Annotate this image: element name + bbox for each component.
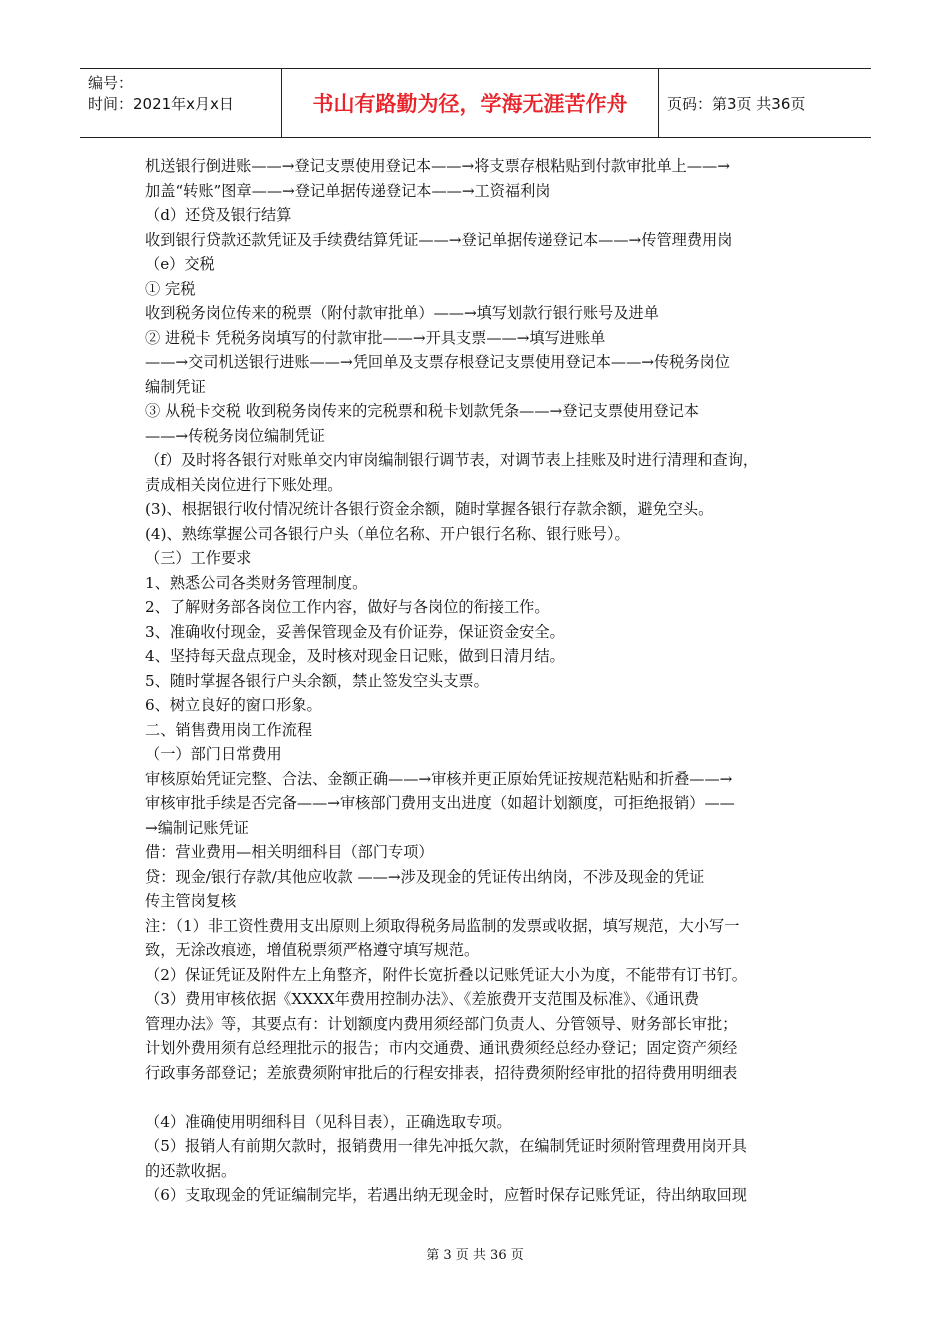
text-line: 1、熟悉公司各类财务管理制度。 bbox=[145, 573, 368, 592]
text-line: 管理办法》等，其要点有：计划额度内费用须经部门负责人、分管领导、财务部长审批； bbox=[145, 1014, 738, 1033]
text-line: 3、准确收付现金，妥善保管现金及有价证券，保证资金安全。 bbox=[145, 622, 565, 641]
text-line: →编制记账凭证 bbox=[145, 818, 249, 837]
text-line: ① 完税 bbox=[145, 279, 196, 298]
text-line: （3）费用审核依据《XXXX年费用控制办法》、《差旅费开支范围及标准》、《通讯费 bbox=[145, 990, 700, 1008]
text-line: 传主管岗复核 bbox=[145, 892, 237, 910]
text-line: ——→传税务岗位编制凭证 bbox=[145, 426, 325, 445]
text-line: ② 进税卡 凭税务岗填写的付款审批——→开具支票——→填写进账单 bbox=[145, 328, 606, 347]
text-line: 收到税务岗位传来的税票（附付款审批单）——→填写划款行银行账号及进单 bbox=[145, 304, 659, 322]
text-line: 审核审批手续是否完备——→审核部门费用支出进度（如超计划额度，可拒绝报销）—— bbox=[145, 794, 735, 812]
text-line: 收到银行贷款还款凭证及手续费结算凭证——→登记单据传递登记本——→传管理费用岗 bbox=[145, 230, 733, 249]
text-line: 加盖“转账”图章——→登记单据传递登记本——→工资福利岗 bbox=[145, 181, 551, 200]
code-label: 编号： bbox=[88, 74, 134, 92]
text-line: 6、树立良好的窗口形象。 bbox=[145, 696, 322, 714]
text-line: 借：营业费用—相关明细科目（部门专项） bbox=[145, 843, 434, 861]
text-line: 2、了解财务部各岗位工作内容，做好与各岗位的衔接工作。 bbox=[145, 598, 550, 616]
page-footer: 第 3 页 共 36 页 bbox=[426, 1248, 524, 1263]
text-line: （一）部门日常费用 bbox=[145, 745, 282, 763]
text-line: 机送银行倒进账——→登记支票使用登记本——→将支票存根粘贴到付款审批单上——→ bbox=[145, 157, 730, 175]
header-meta bbox=[80, 69, 282, 137]
text-line: 致，无涂改痕迹，增值税票须严格遵守填写规范。 bbox=[145, 941, 480, 959]
text-line: 贷：现金/银行存款/其他应收款 ——→涉及现金的凭证传出纳岗，不涉及现金的凭证 bbox=[145, 867, 705, 886]
text-line: （f）及时将各银行对账单交内审岗编制银行调节表，对调节表上挂账及时进行清理和查询， bbox=[145, 451, 759, 469]
document-body bbox=[145, 154, 820, 1208]
text-line: （4）准确使用明细科目（见科目表），正确选取专项。 bbox=[145, 1112, 512, 1131]
text-line: 审核原始凭证完整、合法、金额正确——→审核并更正原始凭证按规范粘贴和折叠——→ bbox=[145, 769, 733, 788]
text-line: 编制凭证 bbox=[145, 377, 206, 396]
text-line: （三）工作要求 bbox=[145, 549, 252, 567]
text-line: （d）还贷及银行结算 bbox=[145, 206, 292, 224]
text-line: (3)、根据银行收付情况统计各银行资金余额，随时掌握各银行存款余额，避免空头。 bbox=[145, 500, 714, 518]
text-line bbox=[145, 1085, 820, 1110]
text-line: (4)、熟练掌握公司各银行户头（单位名称、开户银行名称、银行账号）。 bbox=[145, 524, 630, 543]
text-line: 计划外费用须有总经理批示的报告；市内交通费、通讯费须经总经办登记；固定资产须经 bbox=[145, 1039, 738, 1057]
text-line: （2）保证凭证及附件左上角整齐，附件长宽折叠以记账凭证大小为度，不能带有订书钉。 bbox=[145, 965, 747, 984]
text-line: 注：（1）非工资性费用支出原则上须取得税务局监制的发票或收据，填写规范，大小写一 bbox=[145, 916, 740, 935]
header-motto: 书山有路勤为径，学海无涯苦作舟 bbox=[282, 69, 659, 137]
text-line: （e）交税 bbox=[145, 255, 215, 273]
text-line: 的还款收据。 bbox=[145, 1161, 237, 1180]
header-page-info: 页码：第3页 共36页 bbox=[667, 94, 806, 113]
text-line: 责成相关岗位进行下账处理。 bbox=[145, 475, 343, 494]
text-line: 5、随时掌握各银行户头余额，禁止签发空头支票。 bbox=[145, 671, 489, 690]
text-line: ——→交司机送银行进账——→凭回单及支票存根登记支票使用登记本——→传税务岗位 bbox=[145, 353, 730, 371]
text-line: （5）报销人有前期欠款时，报销费用一律先冲抵欠款，在编制凭证时须附管理费用岗开具 bbox=[145, 1137, 747, 1155]
text-line: ③ 从税卡交税 收到税务岗传来的完税票和税卡划款凭条——→登记支票使用登记本 bbox=[145, 402, 699, 420]
text-line: （6）支取现金的凭证编制完毕，若遇出纳无现金时，应暂时保存记账凭证，待出纳取回现 bbox=[145, 1186, 747, 1204]
text-line: 二、销售费用岗工作流程 bbox=[145, 720, 313, 739]
date-label: 时间：2021年x月x日 bbox=[88, 95, 234, 113]
text-line: 行政事务部登记；差旅费须附审批后的行程安排表，招待费须附经审批的招待费用明细表 bbox=[145, 1063, 738, 1082]
text-line: 4、坚持每天盘点现金，及时核对现金日记账，做到日清月结。 bbox=[145, 647, 565, 665]
page-header bbox=[80, 68, 871, 138]
